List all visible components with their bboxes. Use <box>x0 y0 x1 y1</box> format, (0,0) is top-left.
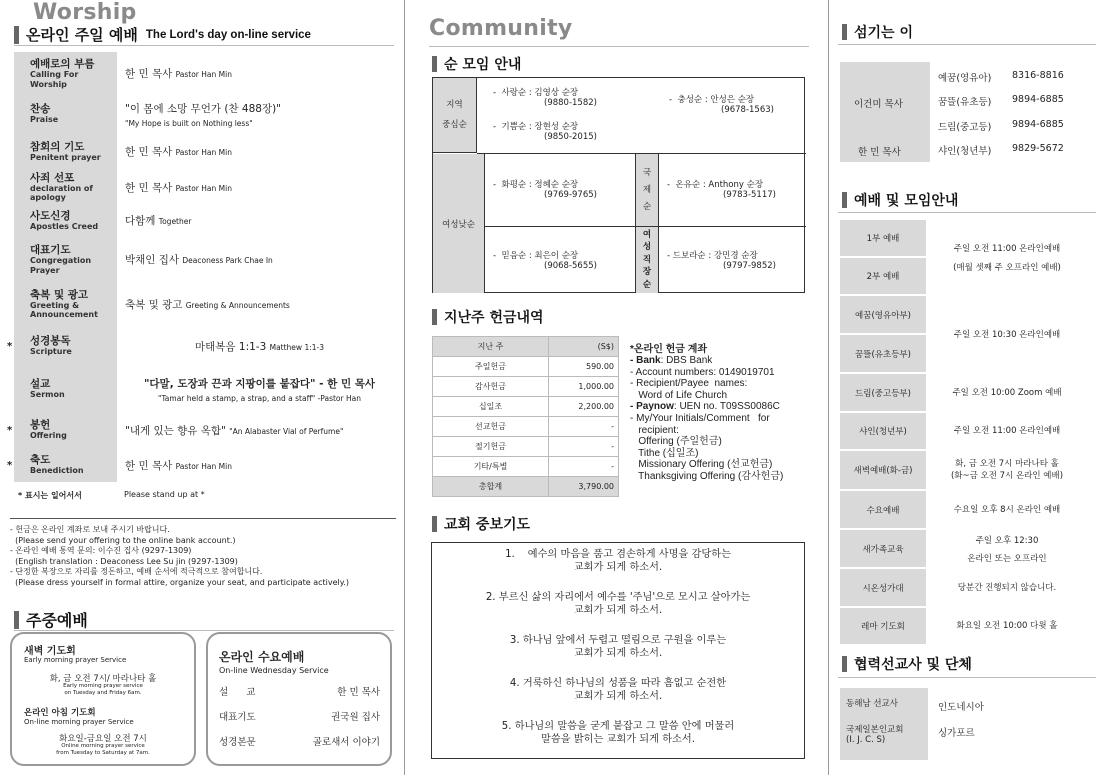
prayer-item <box>432 635 804 660</box>
account-line <box>630 378 783 390</box>
worship-order-value-en: Pastor Han Min <box>175 148 232 157</box>
worship-order-value-main: 한 민 목사 <box>125 146 173 158</box>
schedule-label: 2부 예배 <box>840 258 926 294</box>
worship-order-label <box>14 95 117 133</box>
online-morning-en2: from Tuesday to Saturday at 7am. <box>56 750 150 756</box>
schedule-label: 예꿈(영유아부) <box>840 296 926 333</box>
wed-row-value: 골로새서 이야기 <box>312 737 380 748</box>
prayer-line: 3. 하나님 앞에서 두렵고 떨림으로 구원을 이루는 <box>509 635 727 646</box>
worship-order-value-en: Deaconess Park Chae In <box>182 256 273 265</box>
worship-order-row <box>7 326 394 366</box>
worship-order-label-en: Praise <box>30 115 59 125</box>
region-phone-1: (9880-1582) <box>544 98 597 108</box>
worship-order-label-ko: 예배로의 부름 <box>30 58 95 70</box>
worship-order-row <box>7 448 394 482</box>
group-heading <box>432 54 521 74</box>
women-item-3: - 믿음순 : 최은이 순장 <box>493 251 579 261</box>
sched-kids: 주일 오전 10:30 온라인예배 <box>953 330 1061 340</box>
note-line: (Please dress yourself in formal attire, organize your seat, and participate actively.) <box>10 578 349 587</box>
heading-underline <box>838 44 1096 45</box>
worship-order-label <box>14 282 117 326</box>
worship-order-label-en: declaration of apology <box>30 183 93 202</box>
worship-order-value-en: "An Alabaster Vial of Perfume" <box>229 426 344 436</box>
heading-underline <box>14 45 394 46</box>
worship-order-row <box>14 95 394 133</box>
prayer-item <box>432 592 804 617</box>
worship-order-label-ko: 사도신경 <box>30 209 71 222</box>
servant-phone: 9894-6885 <box>1012 118 1064 130</box>
offering-row-amount: - <box>549 437 619 457</box>
worker-label: 여 성 직 장 순 <box>635 227 659 293</box>
worship-order-label <box>14 366 117 412</box>
offering-total-r: 3,790.00 <box>549 477 619 497</box>
prayer-line: 4. 거룩하신 하나님의 성품을 따라 흠없고 순전한 <box>509 678 727 689</box>
note-line: - 단정한 복장으로 자리를 정돈하고, 예배 순서에 적극적으로 참여합니다. <box>10 567 263 577</box>
region-phone-3: (9850-2015) <box>544 132 597 142</box>
worship-order-value <box>117 213 394 228</box>
dawn-time: 화, 금 오전 7시/ 마라나타 홀 <box>49 674 157 684</box>
women-phone-4: (9797-9852) <box>723 261 776 271</box>
servants-heading-text: 섬기는 이 <box>854 25 913 41</box>
offering-heading <box>432 307 544 327</box>
worship-order-row <box>7 412 394 448</box>
account-line <box>630 355 783 367</box>
schedule-heading <box>842 190 958 210</box>
women-phone-2: (9783-5117) <box>723 190 776 200</box>
women-item-2: - 온유순 : Anthony 순장 <box>667 180 764 190</box>
worship-order-label <box>14 237 117 282</box>
stand-note-ko: * 표시는 일어서서 <box>18 491 82 500</box>
schedule-label: 레마 기도회 <box>840 608 926 644</box>
account-line-text: Word of Life Church <box>630 389 728 401</box>
schedule-label: 시온성가대 <box>840 569 926 606</box>
group-table <box>432 77 805 293</box>
worship-order-label-en: Greeting & Announcement <box>30 300 98 319</box>
account-line-text: : DBS Bank <box>660 355 713 366</box>
note-line: (English translation : Deaconess Lee Su jin (9297-1309) <box>10 556 238 566</box>
region-item-1: - 사랑순 : 김영상 순장 <box>493 88 579 98</box>
worship-order-value <box>117 423 394 438</box>
mission-label: 국제일본인교회 (I. J. C. S) <box>846 725 904 745</box>
wed-row-value: 한 민 목사 <box>337 687 380 698</box>
worship-order-label-en: Penitent prayer <box>30 152 101 162</box>
offering-row-amount: 2,200.00 <box>549 397 619 417</box>
note-line: - 온라인 예배 통역 문의: 이수진 집사 (9297-1309) <box>10 546 192 556</box>
prayer-list <box>432 549 804 764</box>
worship-order-label-ko: 축복 및 광고 <box>30 288 89 301</box>
prayer-line: 교회가 되게 하소서. <box>573 604 663 616</box>
prayer-item <box>432 549 804 574</box>
worship-heading-ko: 온라인 주일 예배 <box>26 26 138 44</box>
online-morning-time: 화요일-금요일 오전 7시 <box>59 734 147 744</box>
prayer-item <box>432 678 804 703</box>
wed-row-value: 권국원 집사 <box>331 712 380 723</box>
worship-order-label <box>7 448 117 482</box>
dawn-prayer-box <box>10 632 196 766</box>
wed-sub: On-line Wednesday Service <box>219 666 329 675</box>
worship-order-value-sub: "My Hope is built on Nothing less" <box>125 118 253 128</box>
worship-order-label-en: Calling For Worship <box>30 70 79 89</box>
women-label: 여성낮순 <box>433 154 485 293</box>
offering-total-l: 총합계 <box>433 477 549 497</box>
worship-order-value-main: 축복 및 광고 <box>125 298 183 311</box>
online-morning-sub: On-line morning prayer Service <box>24 718 134 726</box>
worship-order-label-ko: 찬송 <box>30 103 51 116</box>
worship-order-value <box>117 252 394 267</box>
note-line: - 헌금은 온라인 계좌로 보내 주시기 바랍니다. <box>10 525 170 534</box>
account-line <box>630 436 783 448</box>
required-stand-mark: * <box>7 340 13 352</box>
worship-order-value <box>117 458 394 473</box>
sched-dawn2: (화~금 오전 7시 온라인 예배) <box>950 471 1064 481</box>
worship-order-label-en: Benediction <box>30 466 84 476</box>
offering-row-amount: 1,000.00 <box>549 377 619 397</box>
account-line-text: - Account numbers: 0149019701 <box>630 366 775 378</box>
worship-order-value-en: Pastor Han Min <box>175 70 232 79</box>
heading-underline <box>838 212 1096 213</box>
mission-label: 동해남 선교사 <box>846 699 898 709</box>
account-line-text: Offering (주일헌금) <box>630 436 722 448</box>
worship-order-value-en: Greeting & Announcements <box>185 300 290 310</box>
intl-label: 국 제 순 <box>635 154 659 227</box>
schedule-value: 주일 오전 11:00 온라인예배 <box>953 426 1061 436</box>
schedule-value: 화요일 오전 10:00 다윗 홀 <box>956 621 1058 631</box>
account-line <box>630 390 783 402</box>
schedule-label: 1부 예배 <box>840 220 926 256</box>
prayer-line: 교회가 되게 하소서. <box>573 647 663 659</box>
account-line <box>630 413 783 425</box>
dawn-title: 새벽 기도회 <box>24 646 76 657</box>
worship-order-value-main: 한 민 목사 <box>125 181 173 194</box>
offering-row-amount: 590.00 <box>549 357 619 377</box>
servant-dept: 샤인(청년부) <box>938 145 992 157</box>
women-phone-1: (9769-9765) <box>544 190 597 200</box>
worship-order-value-en: Together <box>158 217 192 226</box>
worship-order-label-ko: 봉헌 <box>30 419 51 432</box>
worship-order-value-main: 한 민 목사 <box>125 68 173 80</box>
worship-order-label <box>7 412 117 448</box>
worship-heading-en: The Lord's day on-line service <box>145 28 311 41</box>
worship-order-label <box>14 170 117 204</box>
women-item-1: - 화평순 : 정혜순 순장 <box>493 180 579 190</box>
worship-heading <box>14 24 311 45</box>
sched-service2: (매월 셋째 주 오프라인 예배) <box>953 263 1061 273</box>
worship-order-value <box>117 180 394 195</box>
prayer-line: 2. 부르신 삶의 자리에서 예수를 '주님'으로 모시고 살아가는 <box>485 592 751 603</box>
worship-order-value <box>117 297 394 312</box>
worship-order-label-ko: 축도 <box>30 454 51 467</box>
account-title: *온라인 헌금 계좌 <box>630 344 708 355</box>
schedule-label: 새벽예배(화-금) <box>840 451 926 489</box>
schedule-heading-text: 예배 및 모임안내 <box>854 193 959 209</box>
worship-order-row <box>14 237 394 282</box>
worship-order-label-en: Scripture <box>30 347 72 357</box>
account-line <box>630 425 783 437</box>
offering-row-label: 절기헌금 <box>433 437 549 457</box>
account-line-text: recipient: <box>630 424 679 436</box>
offering-row-label: 기타/특별 <box>433 457 549 477</box>
worship-faded-title: Worship <box>33 0 137 25</box>
worship-order-row <box>14 170 394 204</box>
prayer-line: 교회가 되게 하소서. <box>573 561 663 573</box>
online-morning-title: 온라인 아침 기도회 <box>24 708 96 718</box>
worship-order-value-en: Pastor Han Min <box>175 183 232 193</box>
account-line <box>630 448 783 460</box>
worship-order-value-main: 한 민 목사 <box>125 459 173 472</box>
mission-heading <box>842 654 972 674</box>
schedule-label: 샤인(청년부) <box>840 413 926 449</box>
worship-order-value-main: 다함께 <box>125 215 156 227</box>
worship-order-label-ko: 참회의 기도 <box>30 140 85 153</box>
account-line-text: : UEN no. T09SS0086C <box>673 401 780 413</box>
worship-order-row <box>14 133 394 170</box>
servant-name-1: 이건미 목사 <box>854 99 903 110</box>
worship-order-value <box>117 339 394 354</box>
worship-order-label-en: Congregation Prayer <box>30 256 92 275</box>
wed-row-key: 대표기도 <box>219 712 256 723</box>
offering-row-label: 선교헌금 <box>433 417 549 437</box>
worship-order-value <box>117 66 394 81</box>
wednesday-box <box>206 632 392 766</box>
sched-dawn1: 화, 금 오전 7시 마라나타 홀 <box>955 459 1059 469</box>
worship-order-value-en: Pastor Han Min <box>175 461 232 471</box>
worship-order-value <box>117 144 394 159</box>
column-divider <box>828 0 829 775</box>
offering-row-amount: - <box>549 457 619 477</box>
account-line <box>630 459 783 471</box>
offering-table <box>432 336 619 497</box>
account-line-key: - Bank <box>630 355 661 366</box>
servant-dept: 꿈뜰(유초등) <box>938 97 992 109</box>
sched-new1: 주일 오후 12:30 <box>975 536 1039 546</box>
stand-note-en: Please stand up at * <box>124 490 205 499</box>
worship-order-label-ko: 대표기도 <box>30 244 71 256</box>
sched-new2: 온라인 또는 오프라인 <box>967 554 1047 564</box>
offering-header-l: 지난 주 <box>433 337 549 357</box>
prayer-line: 교회가 되게 하소서. <box>573 690 663 702</box>
dawn-sub: Early morning prayer Service <box>24 656 127 664</box>
account-line-text: Tithe (십일조) <box>630 447 699 459</box>
worship-order-value <box>117 376 394 403</box>
online-morning-en1: Online morning prayer service <box>61 743 145 749</box>
worship-order-label-en: Offering <box>30 431 67 441</box>
servant-phone: 9894-6885 <box>1012 94 1064 106</box>
weekday-heading <box>14 608 88 631</box>
worship-order-value-main: "내게 있는 향유 옥합" <box>125 424 226 437</box>
prayer-heading <box>432 514 530 534</box>
wed-row-key: 성경본문 <box>219 737 256 748</box>
offering-row-label: 십일조 <box>433 397 549 417</box>
schedule-label: 꿈뜰(유초등부) <box>840 335 926 372</box>
worship-order-label <box>14 52 117 95</box>
offering-row-label: 감사헌금 <box>433 377 549 397</box>
account-line-text: - Recipient/Payee names: <box>630 378 748 390</box>
offering-heading-text: 지난주 헌금내역 <box>444 310 544 326</box>
mission-value: 싱가포르 <box>938 728 975 739</box>
offering-row-amount: - <box>549 417 619 437</box>
worship-order-value-en: Matthew 1:1-3 <box>269 342 324 352</box>
sched-service: 주일 오전 11:00 온라인예배 <box>953 244 1061 254</box>
worship-order-row <box>14 204 394 237</box>
prayer-line: 1. 예수의 마음을 품고 겸손하게 사명을 감당하는 <box>505 549 731 560</box>
worship-order-label <box>14 204 117 237</box>
weekday-title: 주중예배 <box>26 611 88 630</box>
servant-dept: 드림(중고등) <box>938 121 992 133</box>
offering-row <box>433 457 619 477</box>
worship-order-label-ko: 사죄 선포 <box>30 171 75 184</box>
schedule-label: 새가족교육 <box>840 530 926 567</box>
offering-row <box>433 417 619 437</box>
worship-order-row <box>14 282 394 326</box>
worship-order-value-main: "이 몸에 소망 무언가 (찬 488장)" <box>125 102 282 115</box>
servant-name-2: 한 민 목사 <box>858 147 901 158</box>
region-item-3: - 기쁨순 : 장현성 순장 <box>493 122 579 132</box>
worship-order-row <box>14 366 394 412</box>
mission-value: 인도네시아 <box>938 702 984 713</box>
wed-title: 온라인 수요예배 <box>219 650 305 664</box>
dawn-time-en2: on Tuesday and Friday 6am. <box>64 690 142 696</box>
worship-order-value-main: 박채인 집사 <box>125 254 180 266</box>
region-phone-2: (9678-1563) <box>721 105 774 115</box>
required-stand-mark: * <box>7 424 13 436</box>
worship-order-label-en: Apostles Creed <box>30 221 99 231</box>
worship-order-value-main: 마태복음 1:1-3 <box>194 340 267 353</box>
prayer-line: 말씀을 밝히는 교회가 되게 하소서. <box>541 733 695 745</box>
worship-order-value-main: "다말, 도장과 끈과 지팡이를 붙잡다" - 한 민 목사 <box>143 377 376 390</box>
region-label: 지역 중심순 <box>433 78 477 153</box>
women-phone-3: (9068-5655) <box>544 261 597 271</box>
schedule-value: 주일 오전 10:00 Zoom 예배 <box>952 387 1062 398</box>
offering-row <box>433 377 619 397</box>
worship-order-label-ko: 성경봉독 <box>30 335 71 348</box>
group-heading-text: 순 모임 안내 <box>444 57 522 73</box>
account-line <box>630 471 783 483</box>
worship-order-label <box>7 326 117 366</box>
worship-order-row <box>14 52 394 95</box>
schedule-value: 수요일 오후 8시 온라인 예배 <box>953 504 1061 515</box>
account-line-text: - My/Your Initials/Comment for <box>630 412 770 424</box>
heading-underline <box>14 630 394 631</box>
women-item-4: - 드보라순 : 강민경 순장 <box>667 251 758 261</box>
note-line: (Please send your offering to the online bank account.) <box>10 535 236 545</box>
required-stand-mark: * <box>7 459 13 471</box>
servants-heading <box>842 22 913 42</box>
mission-heading-text: 협력선교사 및 단체 <box>854 657 972 673</box>
notes-divider <box>10 518 396 519</box>
worship-order-label-en: Sermon <box>30 390 65 400</box>
offering-row <box>433 397 619 417</box>
worship-order-value-sub: "Tamar held a stamp, a strap, and a staff" -Pastor Han <box>158 393 361 403</box>
schedule-label: 드림(중고등부) <box>840 374 926 411</box>
account-line <box>630 367 783 379</box>
offering-row-label: 주일헌금 <box>433 357 549 377</box>
heading-underline <box>429 46 809 47</box>
worship-order-label-ko: 설교 <box>30 378 51 391</box>
column-divider <box>404 0 405 775</box>
heading-underline <box>838 677 1096 678</box>
offering-row <box>433 357 619 377</box>
dawn-time-en1: Early morning prayer service <box>63 683 143 689</box>
prayer-line: 5. 하나님의 말씀을 굳게 붙잡고 그 말씀 안에 머물러 <box>501 721 735 732</box>
account-line <box>630 401 783 413</box>
account-line-text: Missionary Offering (선교헌금) <box>630 459 773 471</box>
account-lines <box>630 355 783 483</box>
account-line-key: - Paynow <box>630 401 674 413</box>
wed-row-key: 설 교 <box>219 687 256 698</box>
schedule-value: 당분간 진행되지 않습니다. <box>957 582 1057 593</box>
region-item-2: - 충성순 : 안성은 순장 <box>669 95 755 105</box>
account-line-text: Thanksgiving Offering (감사헌금) <box>630 470 784 482</box>
servant-dept: 예꿈(영유아) <box>938 73 992 84</box>
schedule-label: 수요예배 <box>840 491 926 528</box>
offering-row <box>433 437 619 457</box>
prayer-heading-text: 교회 중보기도 <box>444 517 531 533</box>
prayer-box <box>431 542 805 759</box>
prayer-item <box>432 721 804 746</box>
offering-header-r: (S$) <box>549 337 619 357</box>
community-faded-title: Community <box>429 16 573 41</box>
servant-phone: 9829-5672 <box>1012 142 1064 154</box>
worship-order-value <box>117 101 394 128</box>
worship-order-label <box>14 133 117 170</box>
servant-phone: 8316-8816 <box>1012 70 1064 81</box>
